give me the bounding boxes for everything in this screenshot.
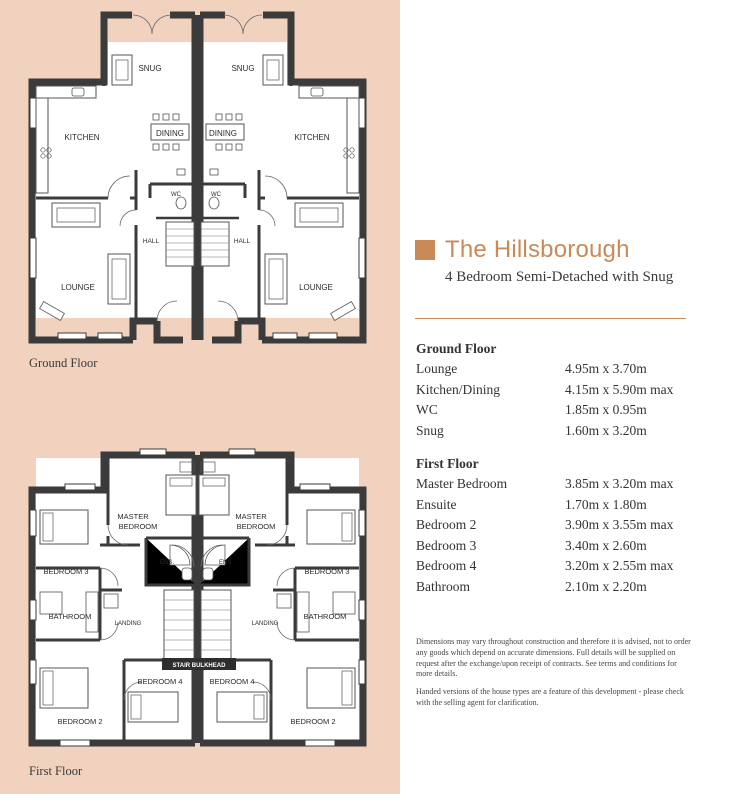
room-dimension: 3.90m x 3.55m max xyxy=(565,517,674,532)
room-dimension: 3.85m x 3.20m max xyxy=(565,476,674,491)
dimensions-disclaimer: Dimensions may vary throughout construction and therefore it is advised, not to order any goods which depend on accurate dimensions. Full details will be supplied on request after the exchange/upon receipt of contracts. See terms and conditions for more details. xyxy=(416,637,691,679)
room-label-bedroom4: BEDROOM 4 xyxy=(209,677,255,686)
first-floor-caption: First Floor xyxy=(29,764,83,778)
dimension-row xyxy=(416,400,696,421)
room-label-master-bedroom-line1: MASTER xyxy=(117,512,149,521)
title-accent-square xyxy=(415,240,435,260)
room-label-master-bedroom-line2: BEDROOM xyxy=(118,522,158,531)
room-label-master-bedroom-line1: MASTER xyxy=(235,512,267,521)
room-label-dining: DINING xyxy=(209,129,237,138)
room-label-hall: HALL xyxy=(142,238,160,245)
room-name: Ensuite xyxy=(416,496,457,512)
room-label-snug: SNUG xyxy=(138,64,162,73)
disclaimer-notes xyxy=(416,637,691,716)
room-name: Lounge xyxy=(416,361,458,376)
room-name: Bedroom 2 xyxy=(416,517,477,532)
room-label-bathroom: BATHROOM xyxy=(48,612,92,621)
room-label-bedroom3: BEDROOM 3 xyxy=(304,567,350,576)
handed-versions-note: Handed versions of the house types are a feature of this development - please check with the selling agent for clarification. xyxy=(416,687,684,707)
room-label-hall: HALL xyxy=(233,238,251,245)
room-dimension: 1.85m x 0.95m xyxy=(565,402,647,417)
room-name: Bedroom 4 xyxy=(416,558,477,573)
dimension-row xyxy=(416,359,696,380)
stair-bulkhead-label: STAIR BULKHEAD xyxy=(172,663,226,669)
room-label-landing: LANDING xyxy=(251,621,279,627)
house-title: The Hillsborough xyxy=(445,236,630,263)
room-name: Snug xyxy=(416,422,444,438)
dimension-row xyxy=(416,556,696,577)
room-label-landing: LANDING xyxy=(114,621,142,627)
room-name: Bedroom 3 xyxy=(416,537,477,553)
room-label-lounge: LOUNGE xyxy=(61,283,95,292)
first-floor-heading: First Floor xyxy=(416,456,479,471)
room-label-bedroom2: BEDROOM 2 xyxy=(290,717,336,726)
dimension-row xyxy=(416,536,696,557)
room-dimension: 4.95m x 3.70m xyxy=(565,361,647,376)
room-label-wc: WC xyxy=(211,192,221,198)
ground-floor-caption: Ground Floor xyxy=(29,356,98,370)
room-label-lounge: LOUNGE xyxy=(299,283,333,292)
room-label-dining: DINING xyxy=(156,129,184,138)
room-label-snug: SNUG xyxy=(231,64,255,73)
title-divider xyxy=(415,318,686,319)
room-label-bedroom2: BEDROOM 2 xyxy=(57,717,103,726)
dimension-row xyxy=(416,577,696,598)
room-label-master-bedroom-line2: BEDROOM xyxy=(236,522,276,531)
room-label-bedroom3: BEDROOM 3 xyxy=(43,567,89,576)
dimension-row xyxy=(416,421,696,442)
dimension-row xyxy=(416,495,696,516)
room-label-ensuite: ENS. xyxy=(159,560,175,566)
house-subtitle: 4 Bedroom Semi-Detached with Snug xyxy=(445,269,674,285)
room-dimension: 1.70m x 1.80m xyxy=(565,496,647,512)
room-label-wc: WC xyxy=(171,192,181,198)
dimension-row xyxy=(416,380,696,401)
dimension-row xyxy=(416,474,696,495)
dimension-row xyxy=(416,515,696,536)
room-label-kitchen: KITCHEN xyxy=(64,133,100,142)
room-label-bathroom: BATHROOM xyxy=(303,612,347,621)
first-floor-dimensions xyxy=(416,454,696,597)
ground-floor-heading: Ground Floor xyxy=(416,341,497,356)
room-label-bedroom4: BEDROOM 4 xyxy=(137,677,183,686)
room-name: Bathroom xyxy=(416,578,470,594)
room-name: WC xyxy=(416,402,438,417)
room-label-kitchen: KITCHEN xyxy=(294,133,330,142)
house-title-row xyxy=(415,236,630,264)
ground-floor-dimensions xyxy=(416,339,696,441)
room-label-ensuite: ENS. xyxy=(218,560,234,566)
room-name: Master Bedroom xyxy=(416,476,508,491)
room-dimension: 3.20m x 2.55m max xyxy=(565,558,674,573)
room-dimension: 1.60m x 3.20m xyxy=(565,422,647,438)
room-name: Kitchen/Dining xyxy=(416,381,500,397)
room-dimension: 4.15m x 5.90m max xyxy=(565,381,674,397)
room-dimension: 3.40m x 2.60m xyxy=(565,537,647,553)
room-dimension: 2.10m x 2.20m xyxy=(565,578,647,594)
